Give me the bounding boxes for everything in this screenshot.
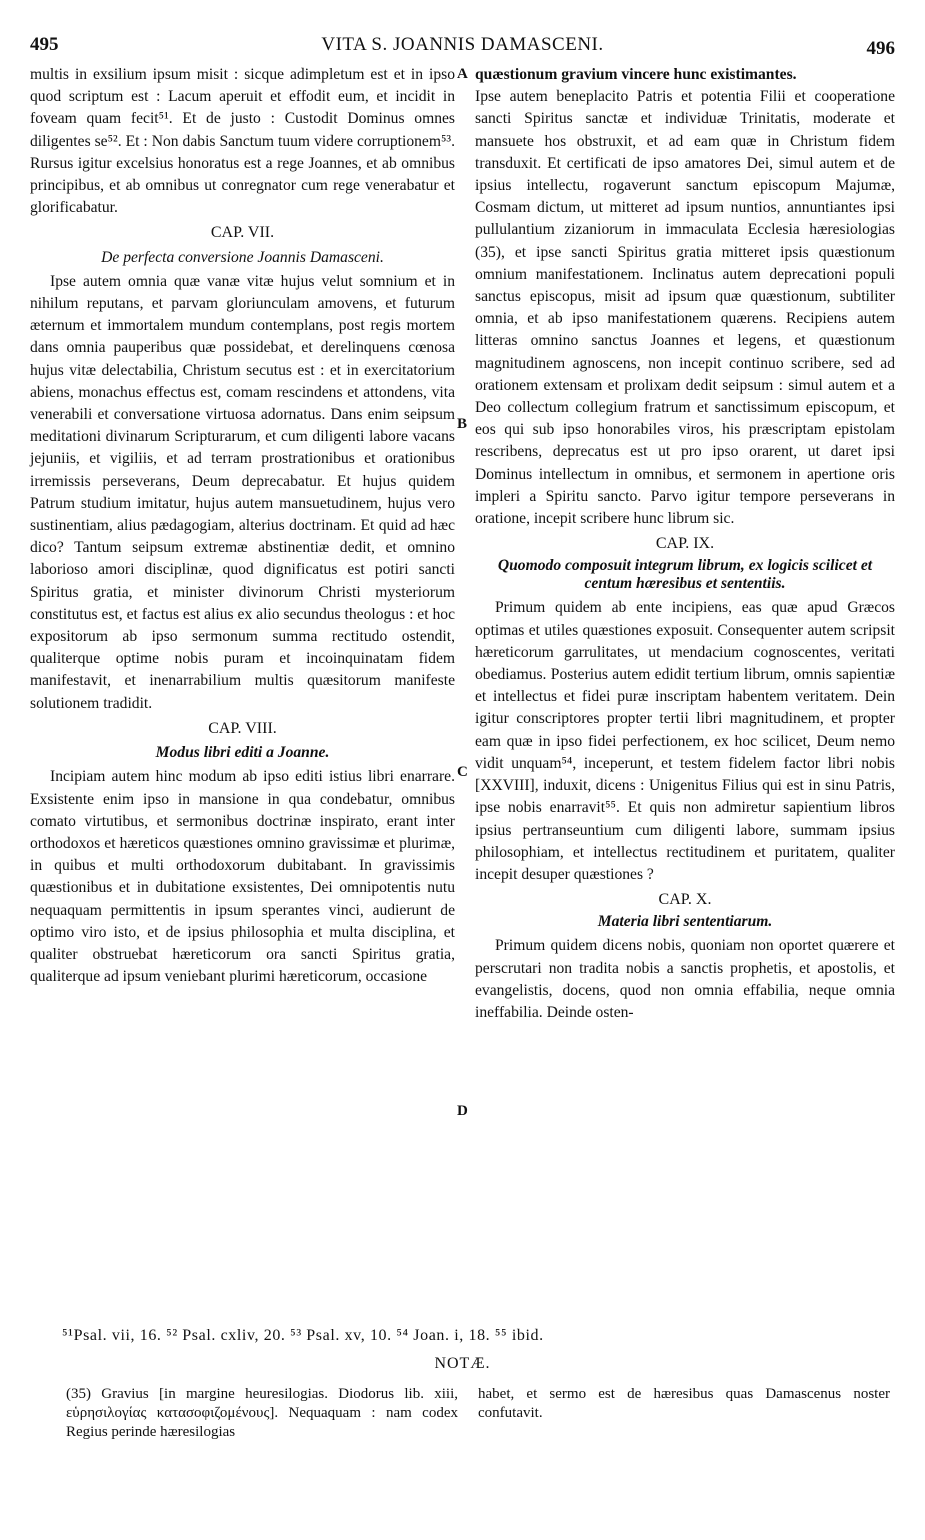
margin-marker-b: B [457, 416, 468, 432]
chapter-7-subtitle: De perfecta conversione Joannis Damasceni. [101, 248, 384, 266]
chapter-9-text: Primum quidem ab ente incipiens, eas quæ apud Græcos optimas et utiles quæstiones exposuit. Consequenter autem scripsit hæreticorum garrulitates, ut mendacium cognoscentes, veritati obediamus. Posterius autem edidit tertium librum, omnis sapientiæ et intellectus et fidei puræ inscriptam habentem veritatem. Dein igitur conscriptores propter tertii libri magnitudinem, et propter eam quæ in ipso fidei perfectionem, ex hoc scilicet, Deum nemo vidit unquam⁵⁴, inceperunt, et testem fidelem factor libri nobis [XXVIII], induxit, dicens : Unigenitus Filius qui est in sinu Patris, ipse nobis enarravit⁵⁵. Et quis non admiretur sapientium libros ipsius pertranseuntium cum diligenti labore, summam ipsius philosophiam, et intellectus rectitudinem et puritatem, qualiter incepit desuper quæstiones ? [475, 599, 895, 883]
chapter-9-subtitle: Quomodo composuit integrum librum, ex logicis scilicet et centum hæresibus et sententiis. [497, 557, 873, 593]
chapter-9-heading: CAP. IX. [655, 535, 715, 553]
note-35-right: habet, et sermo est de hæresibus quas Damascenus noster confutavit. [478, 1386, 890, 1421]
running-title: VITA S. JOANNIS DAMASCENI. [321, 34, 604, 55]
margin-marker-d: D [457, 1103, 468, 1119]
margin-marker-c: C [457, 764, 468, 780]
page-header [30, 34, 895, 64]
chapter-10-text: Primum quidem dicens nobis, quoniam non oportet quærere et perscrutari non tradita nobis a sanctis prophetis, et apostolis, et evangelistis, docens, quod non omnia effabilia, neque omnia ineffabilia. Deinde osten- [475, 937, 895, 1021]
right-column [475, 64, 895, 1024]
left-intro-paragraph: multis in exsilium ipsum misit : sicque adimpletum est et in ipso quod scriptum est : Lacum aperuit et effodit eum, et incidit in foveam quam fecit⁵¹. Et de justo : Custodit Dominus omnes diligentes se⁵². Et : Non dabis Sanctum tuum videre corruptionem⁵³. Rursus igitur excelsius honoratus est a rege Joannes, et ab omnibus principibus, et ab omnibus ut conregnator cum rege venerabatur et glorificabatur. [30, 66, 455, 217]
notes-heading: NOTÆ. [434, 1355, 491, 1372]
right-intro-bold-line: quæstionum gravium vincere hunc existimantes. [475, 66, 797, 83]
page-number-right: 496 [866, 38, 895, 59]
margin-marker-a: A [457, 66, 468, 82]
chapter-8-heading: CAP. VIII. [208, 719, 277, 737]
chapter-7-heading: CAP. VII. [210, 224, 275, 242]
chapter-8-text: Incipiam autem hinc modum ab ipso editi istius libri enarrare. Exsistente enim ipso in mansione in qua condebatur, omnibus comato virtutibus, et sermonibus doctrinæ inspirato, erant inter orthodoxos et hæreticos quæstiones omnino gravissimæ et plurimæ, in quibus et multi orthodoxorum dubitabant. In gravissimis quæstionibus et in dubitatione exsistentes, Dei omnipotentis nutu nequaquam permittentis in ipsum sperantes vinci, audierunt de optimo viro isto, et de ipsius philosophia et multa disciplina, et qualiter obstruebat hæreticorum ora sancti Spiritus gratia, qualiterque ad ipsum veniebant plurimi hæreticorum, occasione [30, 768, 455, 986]
right-intro-paragraph: Ipse autem beneplacito Patris et potentia Filii et cooperatione sancti Spiritus sanctæ et individuæ Trinitatis, moderate et mansuete hos obstruxit, et ad eam quæ in Christum fidem transduxit. Et certificati de ipso amatores Dei, simul autem et de ipsius intellectu, rogaverunt sanctum episcopum Majumæ, Cosmam dictum, ut mitteret ad ipsum nuntios, annuntiantes ipsi pullulantium zizaniorum in immaculata Ecclesia hæresiologias (35), et ipse sancti Spiritus gratia mitteret ipsis quæstionum omnium manifestationem. Inclinatus autem deprecationi populi sanctus episcopus, misit ad ipsum quæ quæstionum, subtiliter omnia, et ab ipso manifestationem quærens. Recipiens autem litteras omnino sanctus Joannes et legens, et quæstionum magnitudinem agnoscens, non incepit continuo scribere, sed ad orationem extensam et prolixam dedit seipsum : simul autem et a Deo collectum collegium fratrum et sanctissimum episcopum, et eos qui sub ipso honorabiles viros, his præscriptam epistolam rescribens, deprecatus est ut pro ipso orarent, ut daret ipsi Dominus intellectum in omnibus, et sermonem in apertione oris impleri a Spiritu sancto. Parvo igitur tempore perseverans in oratione, incepit scribere hunc librum sic. [475, 88, 895, 528]
left-column [30, 64, 455, 988]
chapter-10-subtitle: Materia libri sententiarum. [597, 913, 773, 931]
note-35-left: (35) Gravius [in margine heuresilogias. Diodorus lib. xiii, εὑρησιλογίας κατασοφιζομένους]. Nequaquam : nam codex Regius perinde hæresilogias [66, 1386, 458, 1440]
page-number-left: 495 [30, 34, 59, 55]
scripture-footnotes: ⁵¹Psal. vii, 16. ⁵² Psal. cxliv, 20. ⁵³ Psal. xv, 10. ⁵⁴ Joan. i, 18. ⁵⁵ ibid. [62, 1327, 544, 1344]
chapter-8-subtitle: Modus libri editi a Joanne. [155, 744, 330, 762]
chapter-10-heading: CAP. X. [658, 891, 712, 909]
chapter-7-text: Ipse autem omnia quæ vanæ vitæ hujus velut somnium et in nihilum reputans, et parvam gloriunculam amovens, et futurum æternum et immortalem mundum contemplans, post regis mortem dans omnia pauperibus quæ possidebat, et derelinquens cœnosa hujus vitæ delectabilia, Christum secutus est : et in exercitatorium abiens, monachus effectus est, comam rescindens et attondens, vita venerabili et conversatione virtuosa adornatus. Dans enim seipsum meditationi divinarum Scripturarum, et cum diligenti labore vacans jejuniis, et vigiliis, et ad terram prostrationibus et orationibus irremissis perseverans, Deum deprecabatur. Et hujus quidem Patrum studium imitatur, hujus autem mansuetudinem, hujus vero sustinentiam, alius pædagogiam, alterius doctrinam. Et quid ad hæc dico? Tantum seipsum extremæ abstinentiæ dedit, et omnino laborioso amori disciplinæ, quod dignificatus est potiri sancti Spiritus gratia, et minister divinorum Christi mysteriorum constitutus est, et factus est alius ex alio secundus theologus : et hoc expositorum ab ipso sermonum summa rectitudo ostendit, qualiterque optime nobis puram et incoinquinatam fidem manifestavit, et inenarrabilium multis quæsitorum manifeste solutionem tradidit. [30, 272, 455, 712]
